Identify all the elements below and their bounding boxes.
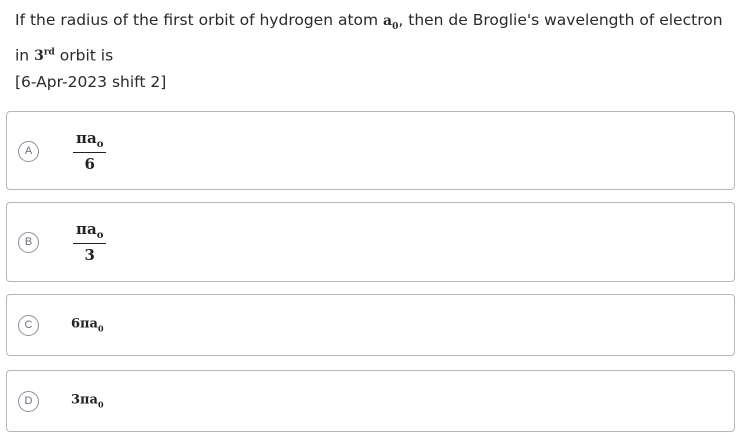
option-letter-d: D bbox=[18, 391, 39, 412]
question-source: [6-Apr-2023 shift 2] bbox=[15, 73, 167, 92]
option-letter-a: A bbox=[18, 141, 39, 162]
question-part3: orbit is bbox=[54, 46, 114, 65]
option-a-numerator: $\pi a_o$ bbox=[73, 129, 106, 153]
option-b-fraction bbox=[73, 220, 106, 264]
option-b-numerator: $\pi a_o$ bbox=[73, 220, 106, 244]
variable-a0: $a_0$ bbox=[383, 13, 399, 32]
option-letter-c: C bbox=[18, 315, 39, 336]
question-part2: , then de Broglie's wavelength of electron in bbox=[15, 11, 723, 65]
option-c[interactable] bbox=[6, 294, 735, 356]
option-c-expression: $6\pi a_0$ bbox=[71, 316, 104, 334]
option-a-denominator: 6 bbox=[84, 154, 95, 173]
question-text bbox=[15, 7, 730, 95]
option-d-expression: $3\pi a_0$ bbox=[71, 392, 104, 410]
option-d[interactable] bbox=[6, 370, 735, 432]
ordinal-third: 3rd bbox=[34, 47, 55, 65]
option-b-denominator: 3 bbox=[84, 246, 95, 264]
option-b[interactable] bbox=[6, 202, 735, 282]
option-letter-b: B bbox=[18, 232, 39, 253]
option-a[interactable] bbox=[6, 111, 735, 190]
option-a-fraction bbox=[73, 129, 106, 173]
question-part1: If the radius of the first orbit of hydrogen atom bbox=[15, 11, 384, 29]
